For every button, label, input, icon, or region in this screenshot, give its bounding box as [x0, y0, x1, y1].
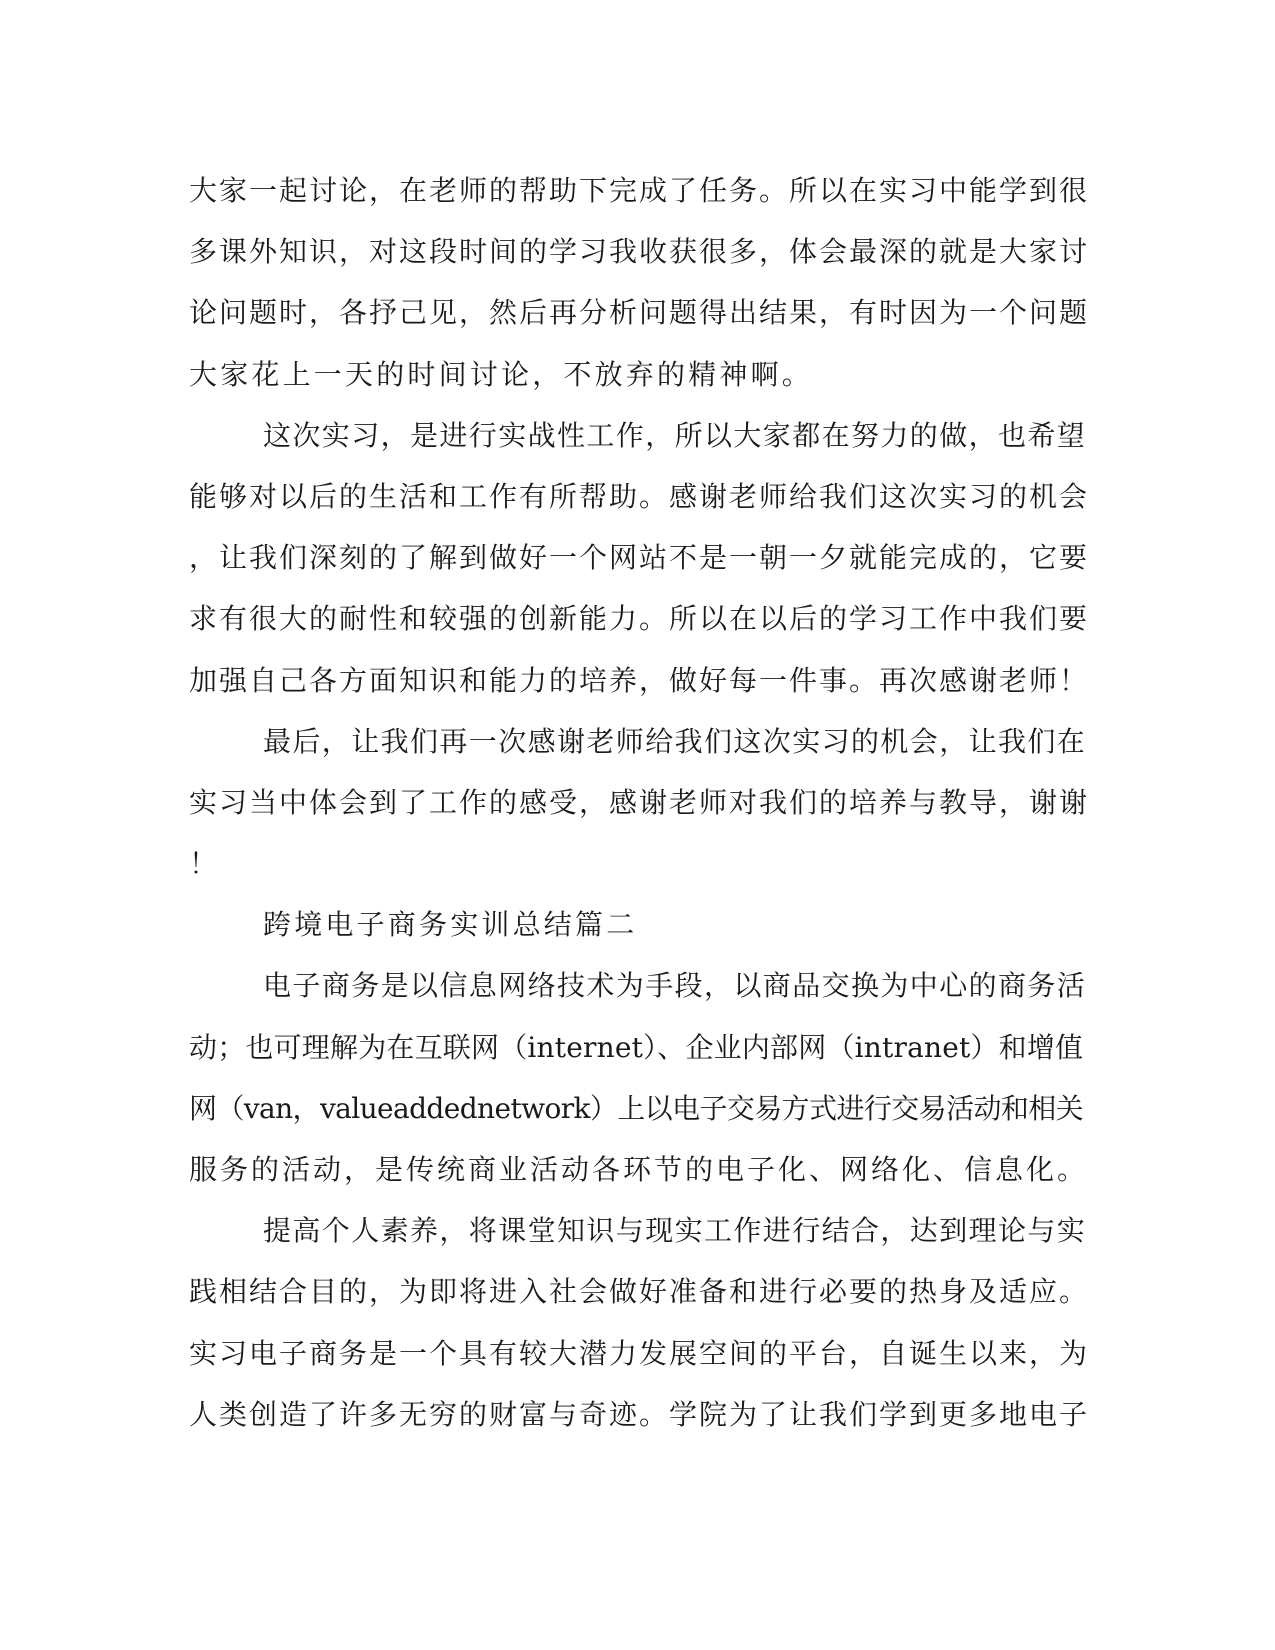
text-line: 人类创造了许多无穷的财富与奇迹。学院为了让我们学到更多地电子 — [189, 1397, 1090, 1431]
text-line: 求有很大的耐性和较强的创新能力。所以在以后的学习工作中我们要 — [189, 602, 1090, 636]
text-line: 多课外知识，对这段时间的学习我收获很多，体会最深的就是大家讨 — [189, 235, 1090, 269]
text-line: 大家花上一天的时间讨论，不放弃的精神啊。 — [189, 357, 814, 391]
text-line: 加强自己各方面知识和能力的培养，做好每一件事。再次感谢老师！ — [189, 663, 1090, 697]
text-line: 实习当中体会到了工作的感受，感谢老师对我们的培养与教导，谢谢 — [189, 785, 1090, 819]
paragraph-first-line: 提高个人素养，将课堂知识与现实工作进行结合，达到理论与实 — [263, 1214, 1087, 1248]
text-line: 能够对以后的生活和工作有所帮助。感谢老师给我们这次实习的机会 — [189, 479, 1090, 513]
text-line: 服务的活动，是传统商业活动各环节的电子化、网络化、信息化。 — [189, 1153, 1089, 1186]
text-line: 网（van，valueaddednetwork）上以电子交易方式进行交易活动和相关 — [189, 1091, 1084, 1125]
text-line: 论问题时，各抒己见，然后再分析问题得出结果，有时因为一个问题 — [189, 296, 1090, 330]
text-line: ，让我们深刻的了解到做好一个网站不是一朝一夕就能完成的，它要 — [189, 541, 1090, 575]
text-line: 动；也可理解为在互联网（internet）、企业内部网（intranet）和增值 — [189, 1030, 1084, 1064]
text-line: 实习电子商务是一个具有较大潜力发展空间的平台，自诞生以来，为 — [189, 1336, 1090, 1370]
text-line: 践相结合目的，为即将进入社会做好准备和进行必要的热身及适应。 — [189, 1275, 1090, 1309]
section-heading: 跨境电子商务实训总结篇二 — [263, 908, 638, 942]
paragraph-first-line: 电子商务是以信息网络技术为手段，以商品交换为中心的商务活 — [263, 969, 1087, 1003]
text-line: 大家一起讨论，在老师的帮助下完成了任务。所以在实习中能学到很 — [189, 174, 1090, 207]
document-body — [189, 160, 1089, 1445]
text-line: ！ — [189, 847, 221, 881]
paragraph-first-line: 这次实习，是进行实战性工作，所以大家都在努力的做，也希望 — [263, 418, 1087, 452]
paragraph-first-line: 最后，让我们再一次感谢老师给我们这次实习的机会，让我们在 — [263, 724, 1087, 758]
